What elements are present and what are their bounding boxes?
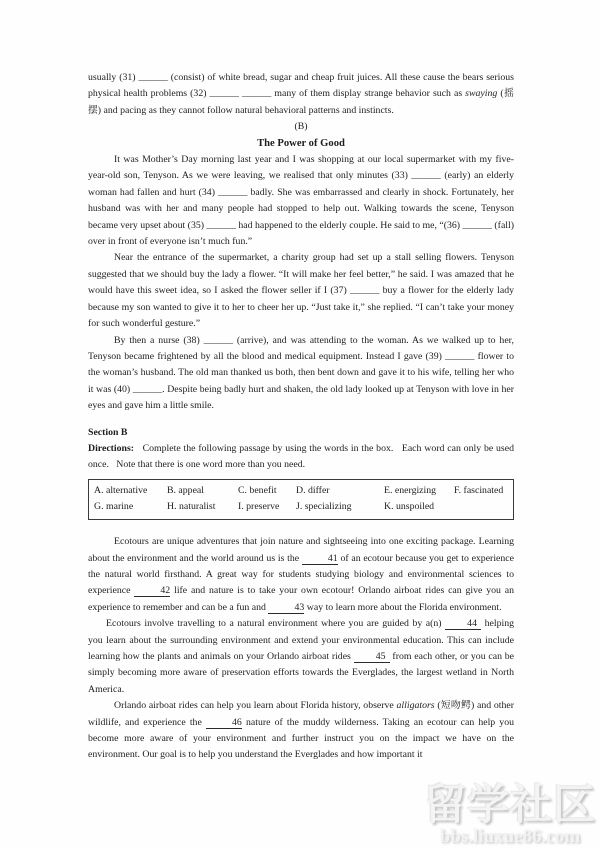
watermark-logo-text: 留学社区 (423, 783, 596, 829)
passage-a-continuation (88, 70, 514, 119)
eco-p3-text-1: Orlando airboat rides can help you learn about Florida history, observe (114, 700, 397, 712)
directions-label: Directions: (88, 442, 135, 454)
word-option-f: F. fascinated (454, 484, 504, 496)
exam-content (88, 70, 517, 764)
blank-46: 46 (206, 718, 242, 729)
passage-b-paragraph-2: Near the entrance of the supermarket, a charity group had set up a stall selling flowers. Tenyson suggested that we should buy the lady a flower. “It will make her feel better,” he said. I was amazed that he would have this sweet idea, so I asked the flower seller if I (37) ______ buy a flower for the elderly lady because my son wanted to give it to her to cheer her up. “Just take it,” she replied. “I can’t take your money for such wonderful gesture.” (88, 252, 514, 330)
eco-p2-text-2: helping you learn about the surrounding environment and extend your environmental education. This can include learning how the plants and animals on your Orlando airboat rides (88, 618, 514, 662)
passage-a-text-1: usually (31) ______ (consist) of white bread, sugar and cheap fruit juices. All these cause the bears serious physical health problems (32) ______ ______ many of them display strange behavior such as (88, 72, 514, 100)
watermark-url-text: bbs.liuxue86.com (439, 826, 581, 847)
passage-b-paragraph-1: It was Mother’s Day morning last year and I was shopping at our local supermarket with my five-year-old son, Tenyson. As we were leaving, we realised that only minutes (33) ______ (early) an elderly woman had fallen and hurt (34) ______ badly. She was embarrassed and clearly in shock. Fortunately, her husband was with her and many people had stopped to help out. Walking towards the scene, Tenyson became very upset about (35) ______ had happened to the elderly couple. He said to me, “(36) ______ (fall) over in front of everyone isn’t much fun.” (88, 154, 514, 248)
word-bank-row-2 (94, 499, 511, 515)
blank-43: 43 (268, 603, 304, 614)
blank-44: 44 (445, 619, 481, 630)
section-b-paragraph-1 (88, 534, 514, 616)
word-option-i: I. preserve (238, 500, 280, 512)
section-b-heading: Section B (88, 426, 128, 438)
word-option-d: D. differ (296, 484, 330, 496)
eco-p1-text-3: life and nature is to take your own ecotour! Orlando airboat rides can give you an experience to remember and can be a fun and (88, 585, 514, 613)
section-b-paragraph-3 (88, 698, 514, 764)
blank-41: 41 (302, 554, 338, 565)
eco-p3-text-3: nature of the muddy wilderness. Taking an ecotour can help you become more aware of your environment and further instruct you on the impact we have on the environment. Our goal is to help you understand the Everglades and how important it (88, 716, 515, 761)
eco-p1-text-4: way to learn more about the Florida environment. (304, 601, 502, 613)
word-option-h: H. naturalist (167, 500, 216, 512)
word-bank-box (88, 479, 514, 520)
blank-42: 42 (134, 586, 170, 597)
word-bank-row-1 (94, 483, 511, 499)
passage-a-text-2: (摇摆) and pacing as they cannot follow natural behavioral patterns and instincts. (88, 88, 514, 116)
word-option-a: A. alternative (94, 484, 148, 496)
eco-p2-text-1: Ecotours involve travelling to a natural environment where you are guided by a(n) (106, 618, 446, 630)
directions-text: Complete the following passage by using the words in the box. Each word can only be used once. Note that there is one word more than you need. (88, 442, 517, 471)
section-b-paragraph-2 (88, 616, 514, 698)
eco-p2-text-3: from each other, or you can be simply becoming more aware of preservation efforts towards the Everglades, the largest wetland in North America. (88, 651, 514, 695)
word-option-g: G. marine (94, 500, 134, 512)
word-option-e: E. energizing (384, 484, 437, 496)
italic-word-swaying: swaying (465, 88, 498, 100)
passage-b-title: The Power of Good (257, 137, 345, 149)
passage-b-label: (B) (294, 121, 308, 133)
passage-b-paragraph-3: By then a nurse (38) ______ (arrive), and was attending to the woman. As we walked up to her, Tenyson became frightened by all the blood and medical equipment. Instead I gave (39) ______ flower to the woman’s husband. The old man thanked us both, then bent down and gave it to his wife, telling her who it was (40) ______. Despite being badly hurt and shaken, the old lady looked up at Tenyson with love in her eyes and gave him a little smile. (88, 334, 514, 412)
italic-word-alligators: alligators (396, 700, 435, 712)
section-b-directions (88, 441, 517, 474)
word-option-c: C. benefit (238, 484, 277, 496)
eco-p3-text-2: (短吻鳄) and other wildlife, and experience the (88, 700, 514, 728)
word-option-j: J. specializing (296, 500, 352, 512)
blank-45: 45 (354, 652, 390, 663)
word-option-k: K. unspoiled (384, 500, 435, 512)
word-option-b: B. appeal (167, 484, 204, 496)
eco-p1-text-2: of an ecotour because you get to experience the natural world firsthand. A great way for students studying biology and environmental sciences to experience (88, 552, 514, 597)
eco-p1-text-1: Ecotours are unique adventures that join nature and sightseeing into one exciting package. Learning about the environment and the world around us is the (88, 536, 514, 564)
word-option-empty (454, 499, 511, 515)
site-watermark (424, 772, 596, 848)
